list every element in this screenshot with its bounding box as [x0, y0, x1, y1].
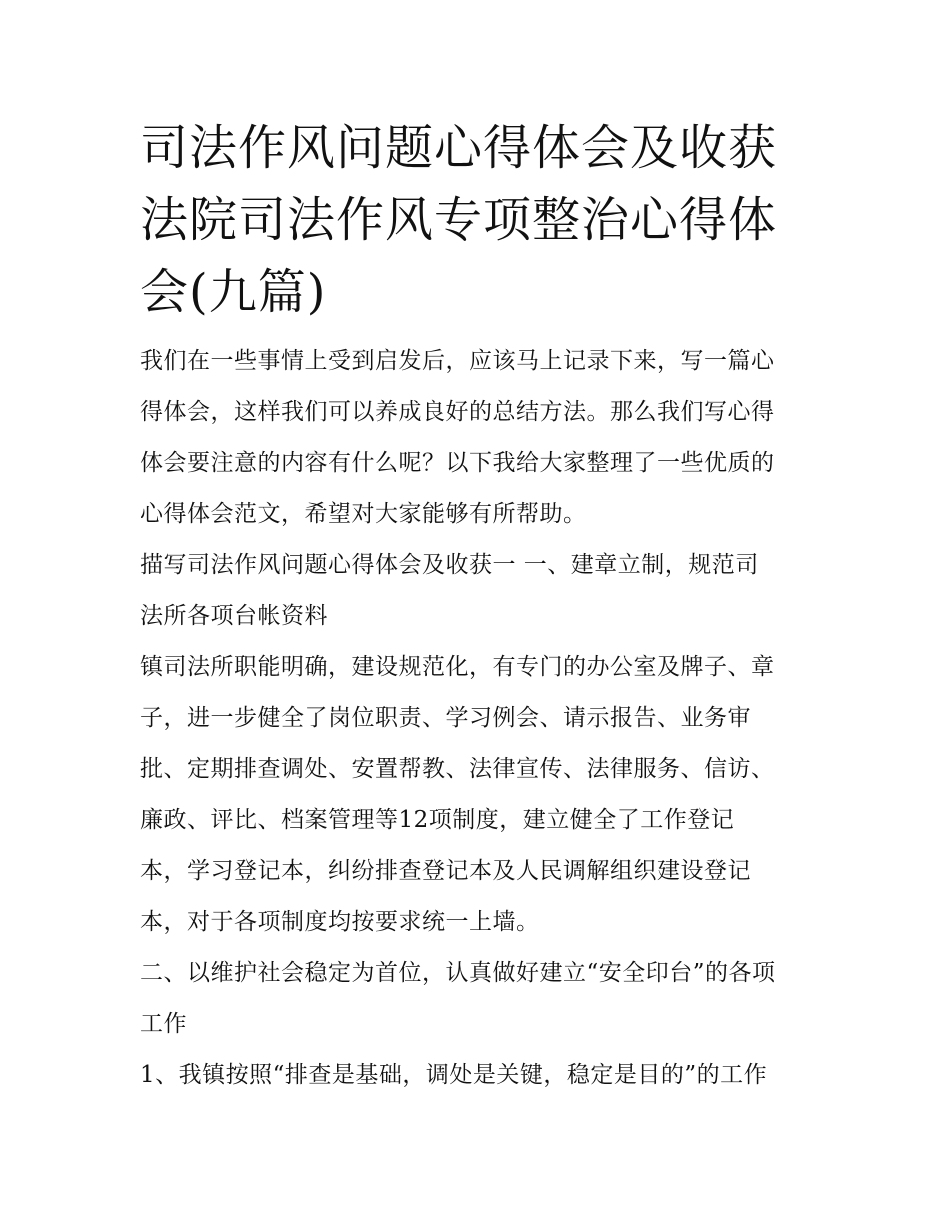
- section-heading-one: 描写司法作风问题心得体会及收获一 一、建章立制，规范司 法所各项台帐资料: [140, 552, 759, 629]
- body-paragraph: 镇司法所职能明确，建设规范化，有专门的办公室及牌子、章 子，进一步健全了岗位职责、学习例会、请示报告、业务审 批、定期排查调处、安置帮教、法律宣传、法律服务、信访、 廉政、评比、档案管理等12项制度，建立健全了工作登记 本，学习登记本，纠纷排查登记本及人民调解组织建设登记 本，对于各项制度均按要求统一上墙。: [140, 654, 775, 935]
- document-body: [140, 112, 820, 1101]
- document-title: 司法作风问题心得体会及收获 法院司法作风专项整治心得体 会(九篇): [140, 120, 778, 320]
- intro-paragraph: 我们在一些事情上受到启发后，应该马上记录下来，写一篇心 得体会，这样我们可以养成良好的总结方法。那么我们写心得 体会要注意的内容有什么呢？以下我给大家整理了一些优质的 心得体会范文，希望对大家能够有所帮助。: [140, 348, 775, 527]
- list-item: 1、我镇按照“排查是基础，调处是关键，稳定是目的”的工作: [140, 1062, 768, 1088]
- section-heading-two: 二、以维护社会稳定为首位，认真做好建立“安全印台”的各项 工作: [140, 960, 776, 1037]
